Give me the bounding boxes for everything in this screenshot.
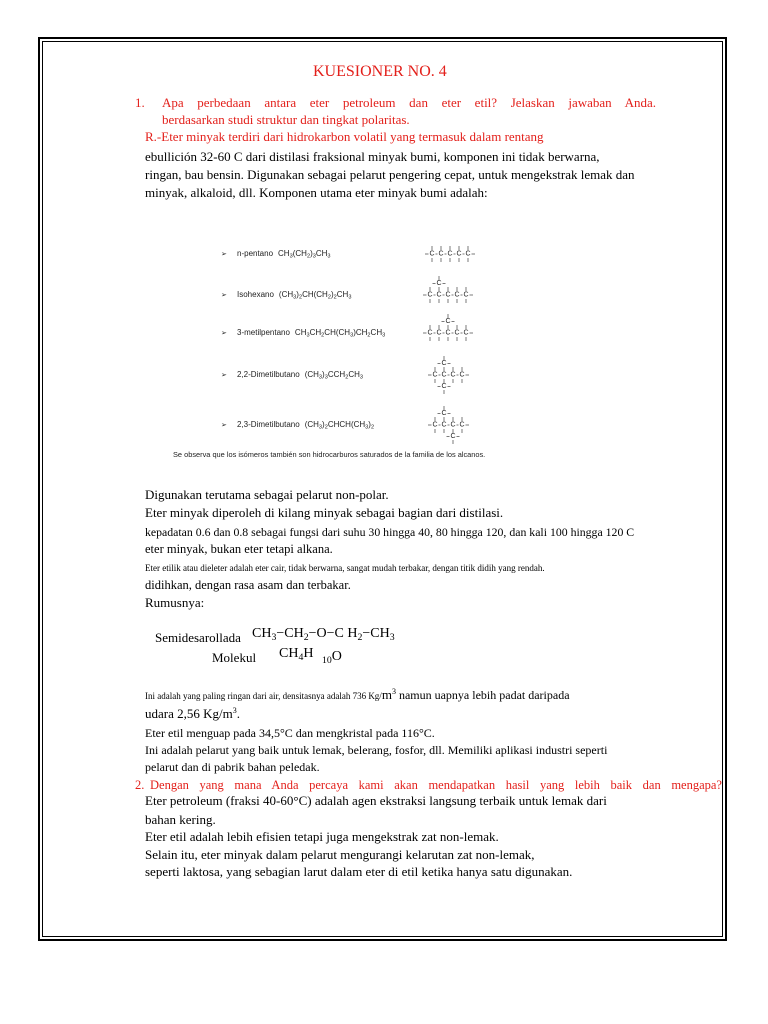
answer2-line: Eter etil adalah lebih efisien tetapi juga mengekstrak zat non-lemak. — [145, 829, 499, 844]
isomer-name: Isohexano — [237, 290, 274, 299]
air-density-end: . — [236, 706, 240, 721]
carbon-atom: C — [436, 280, 442, 287]
formula-heading: Rumusnya: — [145, 595, 205, 610]
answer1-line: ebullición 32-60 C dari distilasi fraksional minyak bumi, komponen ini tidak berwarna, — [145, 149, 600, 164]
body-line: didihkan, dengan rasa asam dan terbakar. — [145, 578, 351, 592]
property-line: Ini adalah pelarut yang baik untuk lemak, belerang, fosfor, dll. Memiliki aplikasi industri seperti — [145, 743, 608, 757]
isomer-formula: $(CH_3)_2CH(CH_2)_2CH_3$ — [278, 290, 352, 301]
isomer-name: 3-metilpentano — [237, 328, 290, 337]
molecular-label: Molekul — [212, 650, 257, 665]
density-rest: namun uapnya lebih padat daripada — [398, 688, 570, 702]
isomer-item — [221, 420, 374, 430]
arrowhead-bullet-icon — [221, 328, 237, 338]
carbon-atom: C — [441, 371, 447, 379]
molecular-formula-part-b: $_{10}$O — [322, 649, 342, 666]
page-title: KUESIONER NO. 4 — [313, 63, 447, 80]
air-density-text: udara 2,56 Kg/m — [145, 706, 233, 721]
structure-2-3-dimetilbutano — [425, 403, 487, 447]
air-density-exponent: 3 — [232, 706, 237, 715]
carbon-atom: C — [450, 371, 456, 379]
isomer-item — [221, 249, 331, 259]
carbon-atom: C — [450, 421, 456, 429]
body-line: eter minyak, bukan eter tetapi alkana. — [145, 542, 333, 556]
answer2-line: Eter petroleum (fraksi 40-60°C) adalah agen ekstraksi langsung terbaik untuk lemak dari — [145, 793, 607, 808]
carbon-atom: C — [441, 421, 447, 429]
answer2-line: seperti laktosa, yang sebagian larut dalam eter di etil ketika hanya satu digunakan. — [145, 864, 573, 879]
question1-line1: Apa perbedaan antara eter petroleum dan eter etil? Jelaskan jawaban Anda. — [162, 95, 656, 110]
carbon-atom: C — [436, 291, 442, 299]
density-text: Ini adalah yang paling ringan dari air, densitasnya adalah 736 Kg/ — [145, 691, 382, 701]
carbon-atom: C — [450, 433, 456, 440]
carbon-atom: C — [432, 421, 438, 429]
semi-structural-formula: $CH_3-CH_2-O-C$ $H_2-CH_3$ — [252, 626, 395, 643]
answer1-intro: R.-Eter minyak terdiri dari hidrokarbon volatil yang termasuk dalam rentang — [145, 129, 544, 144]
body-line: kepadatan 0.6 dan 0.8 sebagai fungsi dari suhu 30 hingga 40, 80 hingga 120, dan kali 100 hingga 120 C — [145, 525, 635, 539]
carbon-atom: C — [438, 250, 444, 258]
carbon-atom: C — [463, 291, 469, 299]
isomer-item — [221, 370, 363, 380]
molecular-formula-part-a: $CH_4H$ — [279, 646, 314, 663]
isomer-item — [221, 290, 351, 300]
carbon-atom: C — [441, 383, 447, 390]
isomer-formula: $(CH_3)_2CHCH(CH_3)_2$ — [304, 420, 375, 431]
arrowhead-bullet-icon — [221, 370, 237, 380]
isomer-formula: $CH_3CH_2CH(CH_3)CH_2CH_3$ — [294, 328, 386, 339]
answer2-line: bahan kering. — [145, 812, 216, 827]
body-line: Eter minyak diperoleh di kilang minyak sebagai bagian dari distilasi. — [145, 505, 504, 520]
answer2-line: Selain itu, eter minyak dalam pelarut mengurangi kelarutan zat non-lemak, — [145, 847, 535, 862]
question1-line2: berdasarkan studi struktur dan tingkat polaritas. — [162, 112, 410, 127]
property-line: Eter etil menguap pada 34,5°C dan mengkristal pada 116°C. — [145, 726, 435, 740]
body-line: Digunakan terutama sebagai pelarut non-polar. — [145, 487, 389, 502]
question1-number: 1. — [135, 95, 145, 110]
figure-caption: Se observa que los isómeros también son hidrocarburos saturados de la familia de los alcanos. — [173, 450, 486, 459]
isomer-name: 2,2-Dimetilbutano — [237, 370, 300, 379]
density-line — [145, 687, 570, 704]
carbon-atom: C — [463, 329, 469, 337]
isomer-name: n-pentano — [237, 249, 274, 258]
structure-3-metilpentano — [420, 311, 482, 355]
air-density-line — [145, 706, 240, 722]
semi-structural-label: Semidesarollada — [155, 630, 241, 645]
answer1-line: ringan, bau bensin. Digunakan sebagai pelarut pengering cepat, untuk mengekstrak lemak dan — [145, 167, 635, 182]
isomer-name: 2,3-Dimetilbutano — [237, 420, 300, 429]
carbon-atom: C — [436, 329, 442, 337]
isomer-item — [221, 328, 385, 338]
carbon-atom: C — [459, 371, 465, 379]
carbon-atom: C — [429, 250, 435, 258]
isomer-formula: $CH_3(CH_2)_3CH_3$ — [278, 249, 331, 260]
answer1-line: minyak, alkaloid, dll. Komponen utama eter minyak bumi adalah: — [145, 185, 488, 200]
carbon-atom: C — [456, 250, 462, 258]
arrowhead-bullet-icon — [221, 420, 237, 430]
density-exponent: 3 — [391, 687, 396, 696]
carbon-atom: C — [441, 410, 447, 417]
carbon-atom: C — [459, 421, 465, 429]
property-line: pelarut dan di pabrik bahan peledak. — [145, 760, 320, 774]
carbon-atom: C — [432, 371, 438, 379]
carbon-atom: C — [454, 329, 460, 337]
body-line: Eter etilik atau dieleter adalah eter cair, tidak berwarna, sangat mudah terbakar, dengan titik didih yang rendah. — [145, 563, 545, 573]
carbon-atom: C — [445, 329, 451, 337]
carbon-atom: C — [427, 291, 433, 299]
question2-text: Dengan yang mana Anda percaya kami akan mendapatkan hasil yang lebih baik dan mengapa? — [150, 778, 722, 792]
carbon-atom: C — [445, 291, 451, 299]
carbon-atom: C — [447, 250, 453, 258]
carbon-atom: C — [445, 318, 451, 325]
question2-number: 2. — [135, 778, 145, 792]
structure-n-pentano — [422, 232, 484, 276]
carbon-atom: C — [427, 329, 433, 337]
arrowhead-bullet-icon — [221, 290, 237, 300]
arrowhead-bullet-icon — [221, 249, 237, 259]
density-unit: m — [381, 687, 392, 702]
isomer-formula: $(CH_3)_3CCH_2CH_3$ — [304, 370, 363, 381]
carbon-atom: C — [441, 360, 447, 367]
carbon-atom: C — [454, 291, 460, 299]
carbon-atom: C — [465, 250, 471, 258]
structure-2-2-dimetilbutano — [425, 353, 487, 397]
